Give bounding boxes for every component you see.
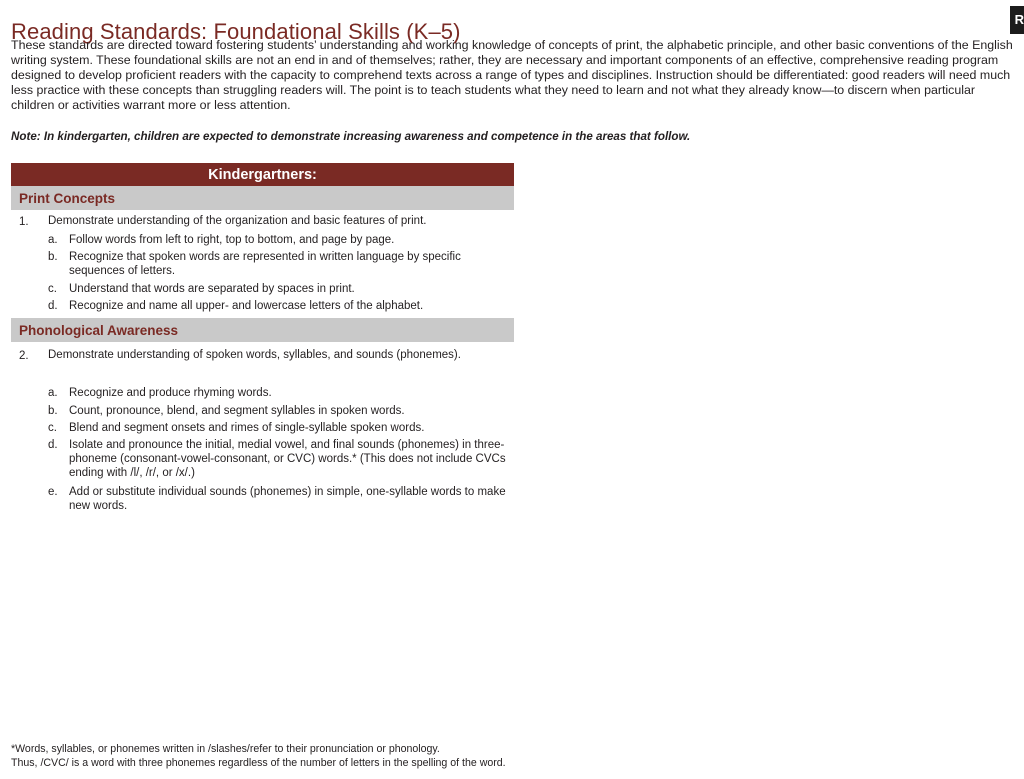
standard-text: Demonstrate understanding of spoken words, syllables, and sounds (phonemes). <box>48 349 461 361</box>
item-text: Count, pronounce, blend, and segment syllables in spoken words. <box>69 405 405 417</box>
item-letter: b. <box>48 251 58 263</box>
kindergarten-note: Note: In kindergarten, children are expected to demonstrate increasing awareness and competence in the areas that follow. <box>11 130 691 143</box>
section-heading-print-concepts: Print Concepts <box>11 186 514 210</box>
item-text: Add or substitute individual sounds (phonemes) in simple, one-syllable words to make new words. <box>69 486 506 512</box>
page-title: Reading Standards: Foundational Skills (K–5) <box>11 18 461 44</box>
standard-number: 1. <box>19 216 29 228</box>
item-text: Blend and segment onsets and rimes of single-syllable spoken words. <box>69 422 425 434</box>
footnote-line: Thus, /CVC/ is a word with three phonemes regardless of the number of letters in the spelling of the word. <box>11 757 506 769</box>
item-letter: a. <box>48 234 58 246</box>
item-text: Recognize that spoken words are represented in written language by specific sequences of letters. <box>69 251 461 277</box>
standard-text: Demonstrate understanding of the organization and basic features of print. <box>48 215 427 227</box>
item-letter: c. <box>48 422 57 434</box>
item-letter: d. <box>48 300 58 312</box>
item-text: Isolate and pronounce the initial, medial vowel, and final sounds (phonemes) in three-phoneme (consonant-vowel-consonant, or CVC) words.* (This does not include CVCs ending with /l/, /r/, or /x/.) <box>69 439 506 479</box>
standard-number: 2. <box>19 350 29 362</box>
item-text: Follow words from left to right, top to bottom, and page by page. <box>69 234 395 246</box>
item-letter: c. <box>48 283 57 295</box>
item-letter: b. <box>48 405 58 417</box>
item-text: Recognize and name all upper- and lowercase letters of the alphabet. <box>69 300 424 312</box>
section-heading-phonological-awareness: Phonological Awareness <box>11 318 514 342</box>
item-letter: d. <box>48 439 58 451</box>
intro-paragraph: These standards are directed toward fostering students’ understanding and working knowledge of concepts of print, the alphabetic principle, and other basic conventions of the English writing system. These foundational skills are not an end in and of themselves; rather, they are necessary and important components of an effective, comprehensive reading program designed to develop proficient readers with the capacity to comprehend texts across a range of types and disciplines. Instruction should be differentiated: good readers will need much less practice with these concepts than struggling readers will. The point is to teach students what they need to learn and not what they already know—to discern when particular children or activities warrant more or less attention. <box>11 38 1013 112</box>
grade-banner: Kindergartners: <box>11 163 514 186</box>
item-text: Understand that words are separated by spaces in print. <box>69 283 355 295</box>
item-letter: a. <box>48 387 58 399</box>
footnote <box>11 742 711 770</box>
footnote-line: *Words, syllables, or phonemes written in /slashes/refer to their pronunciation or phonology. <box>11 743 440 755</box>
item-text: Recognize and produce rhyming words. <box>69 387 272 399</box>
side-tab[interactable]: R <box>1010 6 1024 34</box>
item-letter: e. <box>48 486 58 498</box>
